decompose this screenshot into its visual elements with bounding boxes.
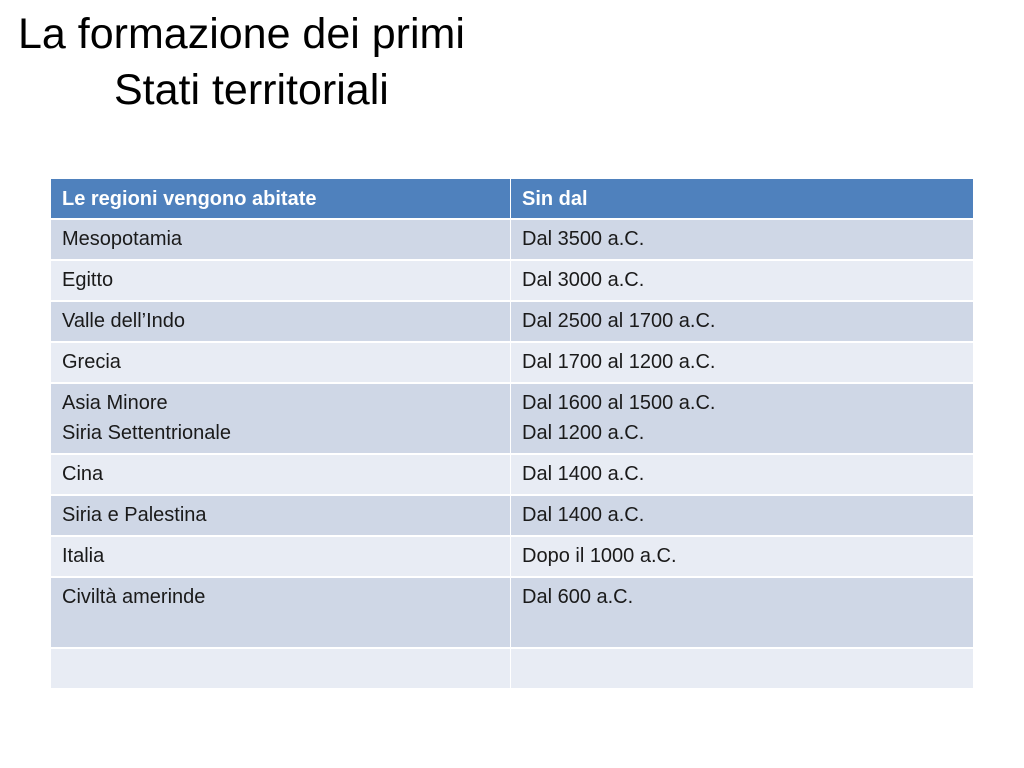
since-cell	[511, 220, 973, 261]
region-cell	[51, 220, 511, 261]
region-text: Asia Minore	[62, 392, 168, 414]
table-row	[51, 537, 973, 578]
since-text: Dal 1200 a.C.	[522, 422, 645, 444]
title-line-1: La formazione dei primi	[18, 10, 465, 58]
region-cell	[51, 537, 511, 578]
since-text: Dal 1600 al 1500 a.C.	[522, 392, 716, 414]
table-row	[51, 578, 973, 649]
table-row	[51, 220, 973, 261]
since-text: Dal 1700 al 1200 a.C.	[522, 351, 716, 373]
region-text: Valle dell’Indo	[62, 310, 186, 332]
header-regions: Le regioni vengono abitate	[51, 179, 511, 220]
since-cell	[511, 455, 973, 496]
region-text: Siria e Palestina	[62, 504, 207, 526]
region-cell	[51, 496, 511, 537]
since-cell	[511, 384, 973, 455]
since-text: Dal 3500 a.C.	[522, 228, 645, 250]
since-cell	[511, 649, 973, 690]
since-text: Dal 1400 a.C.	[522, 504, 645, 526]
region-cell	[51, 455, 511, 496]
since-cell	[511, 537, 973, 578]
table-row	[51, 384, 973, 455]
slide-title	[18, 6, 465, 118]
table-row	[51, 343, 973, 384]
since-text: Dal 2500 al 1700 a.C.	[522, 310, 716, 332]
since-text: Dal 3000 a.C.	[522, 269, 645, 291]
table-row	[51, 455, 973, 496]
region-text: Cina	[62, 463, 104, 485]
since-text: Dopo il 1000 a.C.	[522, 545, 677, 567]
regions-table	[51, 179, 973, 690]
table-row	[51, 496, 973, 537]
header-since: Sin dal	[511, 179, 973, 220]
region-text: Italia	[62, 545, 105, 567]
region-cell	[51, 578, 511, 649]
region-cell	[51, 384, 511, 455]
since-text: Dal 600 a.C.	[522, 586, 634, 608]
table-row	[51, 261, 973, 302]
table-header-row	[51, 179, 973, 220]
since-cell	[511, 261, 973, 302]
table-row	[51, 649, 973, 690]
region-text: Mesopotamia	[62, 228, 183, 250]
region-text: Siria Settentrionale	[62, 422, 231, 444]
since-cell	[511, 302, 973, 343]
since-cell	[511, 496, 973, 537]
region-text: Egitto	[62, 269, 114, 291]
region-cell	[51, 649, 511, 690]
since-cell	[511, 578, 973, 649]
region-text: Civiltà amerinde	[62, 586, 206, 608]
title-line-2: Stati territoriali	[114, 66, 389, 114]
table-row	[51, 302, 973, 343]
since-text: Dal 1400 a.C.	[522, 463, 645, 485]
region-cell	[51, 261, 511, 302]
region-text: Grecia	[62, 351, 121, 373]
region-cell	[51, 302, 511, 343]
region-cell	[51, 343, 511, 384]
since-cell	[511, 343, 973, 384]
